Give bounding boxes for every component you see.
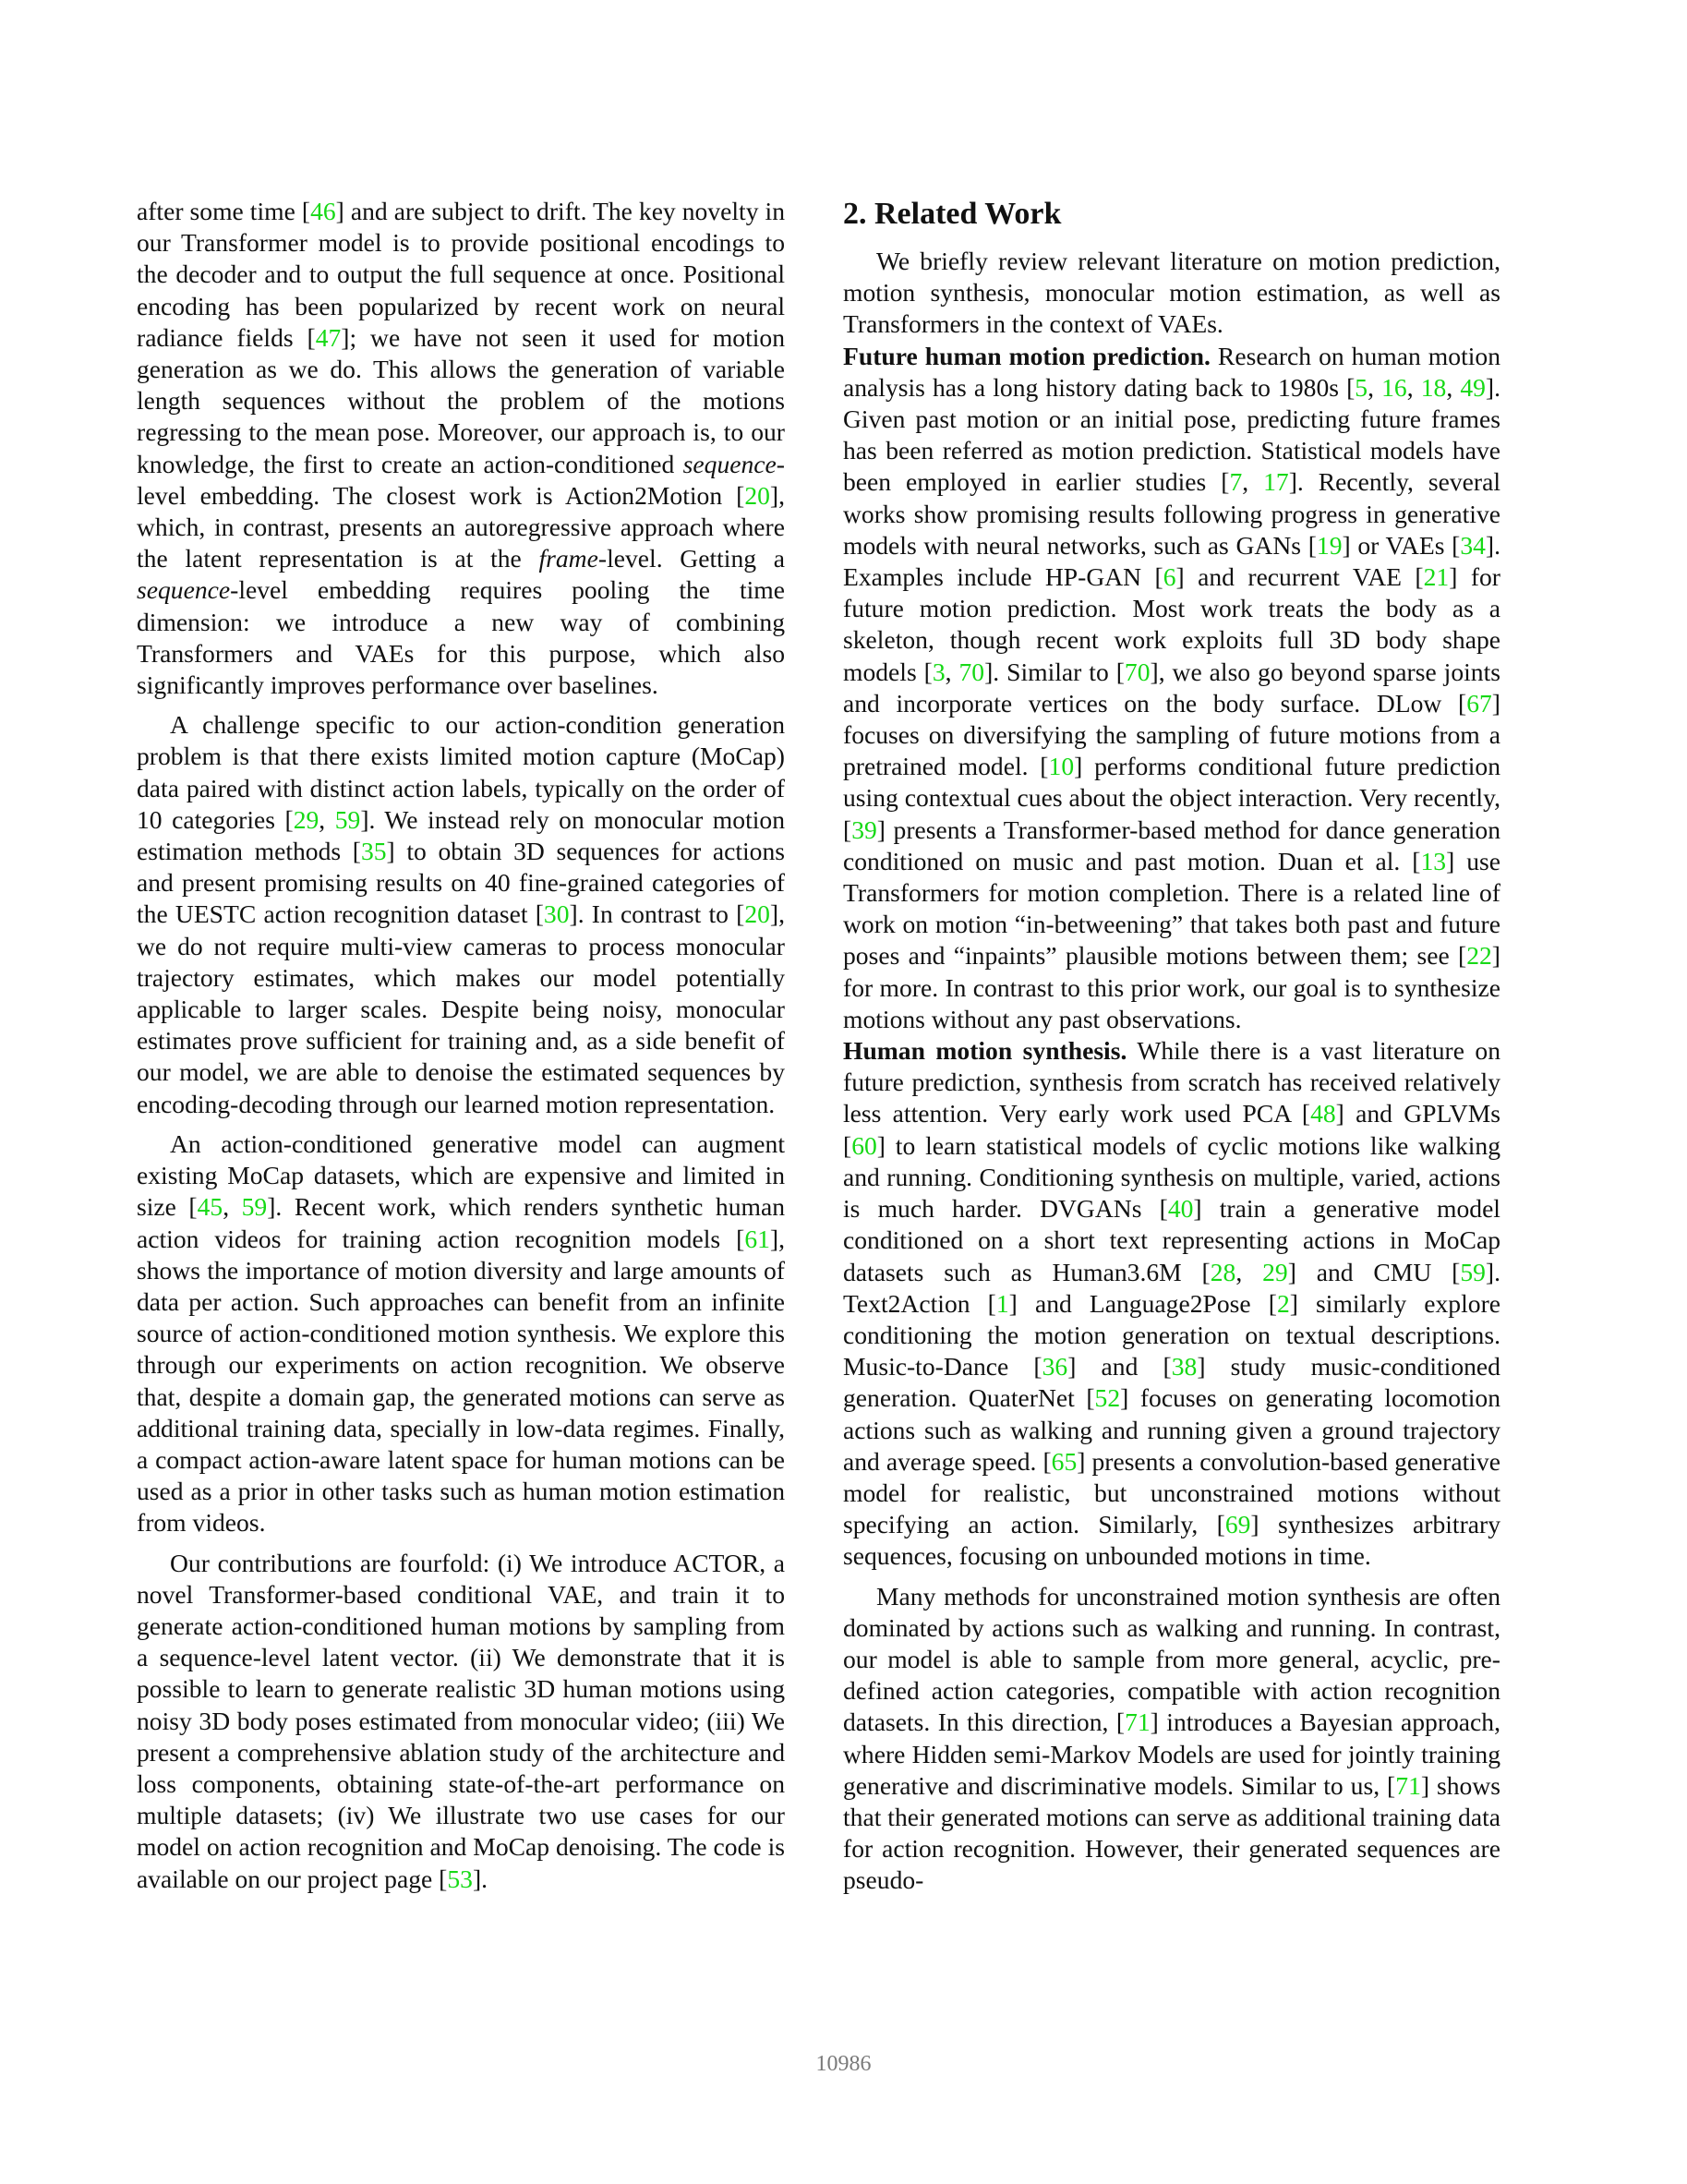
citation-link[interactable]: 40 [1167, 1194, 1194, 1224]
citation-link[interactable]: 19 [1316, 530, 1343, 560]
citation-link[interactable]: 3 [932, 657, 946, 686]
citation-link[interactable]: 29 [293, 804, 319, 834]
citation-link[interactable]: 71 [1395, 1770, 1421, 1800]
body-text: ] and Language2Pose [ [1008, 1288, 1277, 1318]
body-text: ]. Recent work, which renders synthetic human action videos for training action recognition models [ [137, 1192, 785, 1253]
body-text: ] for more. In contrast to this prior work, our goal is to synthesize motions without any past observations. [843, 941, 1500, 1033]
body-text: ] introduces a Bayesian approach, where Hidden semi-Markov Models are used for jointly training generative and discriminative models. Similar to us, [ [843, 1707, 1500, 1800]
emphasis-text: frame [538, 544, 598, 573]
citation-link[interactable]: 36 [1042, 1352, 1068, 1382]
body-text: , [223, 1192, 242, 1222]
right-paragraph [843, 246, 1500, 341]
citation-link[interactable]: 20 [744, 480, 770, 510]
citation-link[interactable]: 13 [1420, 846, 1447, 875]
paragraph-run-in-heading: Future human motion prediction. [843, 341, 1211, 370]
citation-link[interactable]: 7 [1229, 467, 1243, 497]
right-paragraph [843, 341, 1500, 1035]
body-text: ]. Recently, several works show promising results following progress in generative models with neural networks, such as GANs [ [843, 467, 1500, 560]
body-text: ]. Similar to [ [984, 657, 1125, 686]
left-paragraph [137, 1548, 785, 1895]
body-text: , [1446, 372, 1461, 402]
left-paragraph [137, 709, 785, 1120]
body-text: ] focuses on generating locomotion actions such as walking and running given a ground trajectory and average speed. [ [843, 1383, 1500, 1476]
body-text: ]; we have not seen it used for motion generation as we do. This allows the generation of variable length sequences without the problem of the motions regressing to the mean pose. Moreover, our approach is, to our knowledge, the first to create an action-conditioned [137, 322, 786, 478]
citation-link[interactable]: 70 [1124, 657, 1151, 686]
left-paragraph [137, 196, 785, 701]
body-text: , [1235, 1257, 1263, 1286]
citation-link[interactable]: 28 [1210, 1257, 1236, 1286]
citation-link[interactable]: 21 [1423, 562, 1450, 592]
body-text: , [319, 804, 335, 834]
citation-link[interactable]: 59 [241, 1192, 268, 1222]
body-text: Research on human motion analysis has a long history dating back to 1980s [ [843, 341, 1500, 402]
citation-link[interactable]: 70 [958, 657, 985, 686]
body-text: ] train a generative model conditioned on a short text representing actions in MoCap datasets such as Human3.6M [ [843, 1194, 1500, 1286]
body-text: ]. Text2Action [ [843, 1257, 1500, 1318]
body-text: , [1368, 372, 1382, 402]
body-text: ]. Examples include HP-GAN [ [843, 530, 1500, 592]
body-text: ] study music-conditioned generation. QuaterNet [ [843, 1352, 1500, 1413]
body-text: ] focuses on diversifying the sampling of future motions from a pretrained model. [ [843, 688, 1500, 781]
left-paragraph [137, 1128, 785, 1539]
body-text: ] to obtain 3D sequences for actions and present promising results on 40 fine-grained categories of the UESTC action recognition dataset [ [137, 837, 785, 929]
citation-link[interactable]: 30 [543, 899, 570, 929]
citation-link[interactable]: 1 [995, 1288, 1009, 1318]
right-column-body [843, 246, 1500, 1897]
citation-link[interactable]: 45 [197, 1192, 223, 1222]
body-text: ], we also go beyond sparse joints and incorporate vertices on the body surface. DLow [ [843, 657, 1500, 718]
body-text: ], which, in contrast, presents an autoregressive approach where the latent representation is at the [137, 480, 785, 573]
citation-link[interactable]: 5 [1355, 372, 1368, 402]
citation-link[interactable]: 22 [1466, 941, 1492, 971]
section-heading-related-work: 2. Related Work [843, 197, 1062, 231]
citation-link[interactable]: 18 [1420, 372, 1447, 402]
emphasis-text: sequence [682, 449, 777, 478]
citation-link[interactable]: 69 [1224, 1510, 1251, 1539]
body-text: ] and recurrent VAE [ [1175, 562, 1424, 592]
body-text: ]. Given past motion or an initial pose, predicting future frames has been referred as motion prediction. Statistical models have been employed in earlier studies [ [843, 372, 1501, 497]
citation-link[interactable]: 49 [1460, 372, 1486, 402]
body-text: after some time [ [137, 197, 311, 225]
body-text: -level embedding. The closest work is Action2Motion [ [137, 449, 785, 510]
citation-link[interactable]: 48 [1310, 1099, 1336, 1128]
right-paragraph [843, 1035, 1500, 1572]
citation-link[interactable]: 67 [1466, 688, 1492, 718]
citation-link[interactable]: 46 [310, 197, 336, 225]
left-column [137, 196, 785, 1895]
emphasis-text: sequence [137, 575, 231, 605]
citation-link[interactable]: 34 [1460, 530, 1486, 560]
body-text: ] use Transformers for motion completion. There is a related line of work on motion “in-betweening” that takes both past and future poses and “inpaints” plausible motions between them; see [ [843, 846, 1500, 971]
body-text: ], we do not require multi-view cameras to process monocular trajectory estimates, which makes our model potentially applicable to larger scales. Despite being noisy, monocular estimates prove sufficient for training and, as a side benefit of our model, we are able to denoise the estimated sequences by encoding-decoding through our learned motion representation. [137, 899, 785, 1118]
right-paragraph [843, 1581, 1500, 1897]
citation-link[interactable]: 59 [334, 804, 361, 834]
body-text: -level. Getting a [597, 544, 785, 573]
body-text: , [1242, 467, 1264, 497]
body-text: ] shows that their generated motions can serve as additional training data for action recognition. However, their generated sequences are pseudo- [843, 1770, 1501, 1895]
body-text: , [945, 657, 959, 686]
body-text: ] and GPLVMs [ [843, 1099, 1501, 1160]
body-text: While there is a vast literature on future prediction, synthesis from scratch has received relatively less attention. Very early work used PCA [ [843, 1036, 1500, 1128]
citation-link[interactable]: 6 [1163, 562, 1176, 592]
citation-link[interactable]: 39 [851, 814, 877, 844]
citation-link[interactable]: 52 [1094, 1383, 1121, 1413]
body-text: We briefly review relevant literature on motion prediction, motion synthesis, monocular motion estimation, as well as Transformers in the context of VAEs. [843, 247, 1500, 339]
right-column [843, 196, 1500, 1897]
citation-link[interactable]: 10 [1048, 752, 1075, 781]
body-text: ] presents a convolution-based generative model for realistic, but unconstrained motions without specifying an action. Similarly, [ [843, 1446, 1500, 1539]
body-text: ] and [ [1067, 1352, 1172, 1382]
body-text: -level embedding requires pooling the time dimension: we introduce a new way of combining Transformers and VAEs for this purpose, which also significantly improves performance over baselines. [137, 575, 785, 700]
citation-link[interactable]: 61 [744, 1224, 770, 1253]
citation-link[interactable]: 65 [1051, 1446, 1078, 1476]
body-text: ], shows the importance of motion diversity and large amounts of data per action. Such approaches can benefit from an infinite source of action-conditioned motion synthesis. We explore this through our experiments on action recognition. We observe that, despite a domain gap, the generated motions can serve as additional training data, specially in low-data regimes. Finally, a compact action-aware latent space for human motions can be used as a prior in other tasks such as human motion estimation from videos. [137, 1224, 785, 1538]
citation-link[interactable]: 17 [1263, 467, 1289, 497]
body-text: ] presents a Transformer-based method for dance generation conditioned on music and past motion. Duan et al. [ [843, 814, 1500, 875]
body-text: ] synthesizes arbitrary sequences, focusing on unbounded motions in time. [843, 1510, 1501, 1571]
body-text: ]. [472, 1864, 488, 1893]
citation-link[interactable]: 20 [744, 899, 770, 929]
body-text: An action-conditioned generative model can augment existing MoCap datasets, which are expensive and limited in size [ [137, 1128, 785, 1222]
body-text: ] for future motion prediction. Most work treats the body as a skeleton, though recent work exploits full 3D body shape models [ [843, 562, 1500, 686]
page-number: 10986 [815, 2052, 872, 2076]
body-text: Many methods for unconstrained motion synthesis are often dominated by actions such as walking and running. In contrast, our model is able to sample from more general, acyclic, pre-defined action categories, compatible with action recognition datasets. In this direction, [ [843, 1581, 1500, 1737]
citation-link[interactable]: 60 [851, 1130, 877, 1160]
body-text: ] similarly explore conditioning the motion generation on textual descriptions. Music-to-Dance [ [843, 1288, 1500, 1382]
body-text: ] or VAEs [ [1342, 530, 1461, 560]
citation-link[interactable]: 2 [1276, 1288, 1290, 1318]
citation-link[interactable]: 59 [1460, 1257, 1486, 1286]
citation-link[interactable]: 53 [447, 1864, 473, 1893]
citation-link[interactable]: 16 [1381, 372, 1407, 402]
body-text: ] and are subject to drift. The key novelty in our Transformer model is to provide positional encodings to the decoder and to output the full sequence at once. Positional encoding has been popularized by recent work on neural radiance fields [ [137, 197, 785, 352]
body-text: , [1406, 372, 1421, 402]
citation-link[interactable]: 38 [1171, 1352, 1198, 1382]
paragraph-run-in-heading: Human motion synthesis. [843, 1036, 1127, 1066]
body-text: ] to learn statistical models of cyclic motions like walking and running. Conditioning synthesis on multiple, varied, actions is much harder. DVGANs [ [843, 1130, 1500, 1224]
body-text: ]. We instead rely on monocular motion estimation methods [ [137, 804, 785, 866]
body-text: A challenge specific to our action-condition generation problem is that there exists limited motion capture (MoCap) data paired with distinct action labels, typically on the order of 10 categories [ [137, 710, 785, 834]
body-text: ] performs conditional future prediction using contextual cues about the object interaction. Very recently, [ [843, 752, 1501, 844]
citation-link[interactable]: 71 [1125, 1707, 1151, 1737]
body-text: Our contributions are fourfold: (i) We introduce ACTOR, a novel Transformer-based conditional VAE, and train it to generate action-conditioned human motions by sampling from a sequence-level latent vector. (ii) We demonstrate that it is possible to learn to generate realistic 3D human motions using noisy 3D body poses estimated from monocular video; (iii) We present a comprehensive ablation study of the architecture and loss components, obtaining state-of-the-art performance on multiple datasets; (iv) We illustrate two use cases for our model on action recognition and MoCap denoising. The code is available on our project page [ [137, 1548, 785, 1893]
body-text: ]. In contrast to [ [569, 899, 745, 929]
citation-link[interactable]: 47 [315, 322, 342, 352]
citation-link[interactable]: 35 [360, 837, 387, 866]
body-text: ] and CMU [ [1287, 1257, 1461, 1286]
citation-link[interactable]: 29 [1262, 1257, 1288, 1286]
